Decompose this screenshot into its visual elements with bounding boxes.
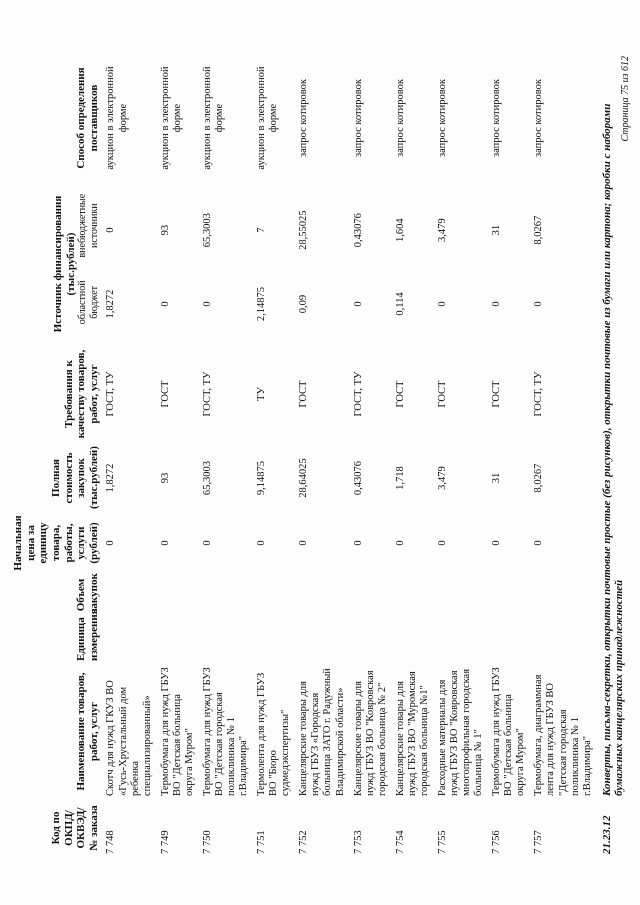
cell-code: 7 752	[298, 830, 310, 854]
cell-total: 8,0267	[533, 463, 545, 493]
cell-requirements: ТУ	[256, 387, 268, 401]
cell-funding-extra: 0,43076	[352, 213, 364, 248]
header-volume: Объем закупок	[75, 573, 100, 613]
cell-method: запрос котировок	[352, 79, 364, 157]
cell-name: Канцелярские товары для нужд ГБУЗ ВО "Ковровская городская больница № 2"	[352, 670, 388, 796]
cell-funding	[295, 184, 349, 344]
cell-funding-regional: 0	[533, 301, 545, 307]
cell-requirements: ГОСТ	[394, 380, 406, 408]
cell-method: запрос котировок	[298, 79, 310, 157]
page-footer: Страница 75 из 612	[620, 56, 631, 142]
cell-price: 0	[201, 540, 213, 546]
cell-funding	[199, 184, 253, 344]
cell-name: Расходные материалы для нужд ГБУЗ ВО "Ковровская многопрофильная городская больница № 1"	[436, 668, 485, 796]
cell-name: Термолента для нужд ГБУЗ ВО "Бюро судмедэкспертизы"	[256, 672, 292, 796]
cell-price: 0	[436, 540, 448, 546]
cell-unit	[434, 616, 488, 664]
table-row	[199, 52, 253, 857]
cell-volume	[392, 574, 434, 616]
header-funding	[10, 184, 102, 344]
cell-funding	[530, 184, 596, 344]
table-row	[157, 52, 199, 857]
cell-code: 7 750	[201, 830, 213, 854]
cell-price: 0	[394, 540, 406, 546]
cell-volume	[434, 574, 488, 616]
cell-funding-regional: 0	[436, 301, 448, 307]
cell-name: Скотч для нужд ГКУЗ ВО «Гусь-Хрустальный дом ребенка специализированный»	[105, 680, 153, 796]
cell-price: 0	[105, 540, 117, 546]
cell-total: 28,64025	[298, 458, 310, 498]
cell-code: 7 751	[256, 830, 268, 854]
group-code: 21.23.12	[600, 815, 613, 854]
header-requirements: Требования к качеству товаров, работ, услуг	[62, 349, 100, 439]
cell-method: аукцион в электронной форме	[105, 66, 129, 170]
cell-funding-regional: 0,114	[394, 292, 406, 316]
cell-code: 7 748	[105, 830, 117, 854]
table-body	[102, 52, 629, 857]
table-row	[295, 52, 349, 857]
cell-funding-regional: 0	[201, 301, 213, 307]
cell-requirements: ГОСТ	[159, 380, 171, 408]
header-code: Код по ОКПД/ ОКВЭД/ № заказа	[49, 805, 100, 851]
cell-funding-extra: 1,604	[394, 218, 406, 242]
cell-funding	[350, 184, 392, 344]
cell-unit	[488, 616, 530, 664]
table-row	[102, 52, 156, 857]
header-funding-title: Источник финансирования (тыс.рублей)	[52, 195, 77, 333]
cell-funding	[102, 184, 156, 344]
cell-price: 0	[533, 540, 545, 546]
cell-code: 7 756	[491, 830, 503, 854]
cell-volume	[530, 574, 596, 616]
table-row	[488, 52, 530, 857]
table-row	[392, 52, 434, 857]
cell-name: Канцелярские товары для нужд ГБУЗ ВО "Муромская городская больница №1"	[394, 671, 430, 796]
group-row	[597, 52, 629, 857]
cell-code: 7 749	[159, 830, 171, 854]
cell-total: 65,3003	[201, 460, 213, 496]
cell-funding-extra: 8,0267	[533, 215, 545, 245]
cell-funding-extra: 65,3003	[201, 213, 213, 248]
cell-funding-regional: 0	[159, 301, 171, 307]
cell-funding	[392, 184, 434, 344]
cell-funding-extra: 3,479	[436, 218, 448, 242]
cell-funding-regional: 0	[352, 301, 364, 307]
header-funding-extra: внебюджетные источники	[77, 193, 100, 258]
cell-funding-regional: 1,8272	[105, 289, 117, 319]
cell-volume	[253, 574, 295, 616]
cell-funding-extra: 28,55025	[298, 210, 310, 250]
cell-unit	[530, 616, 596, 664]
cell-total: 1,8272	[105, 463, 117, 493]
cell-unit	[253, 616, 295, 664]
cell-total: 9,14875	[256, 460, 268, 496]
cell-requirements: ГОСТ, ТУ	[352, 371, 364, 417]
cell-code: 7 755	[436, 830, 448, 854]
cell-unit	[157, 616, 199, 664]
cell-funding	[157, 184, 199, 344]
group-title: Конверты, письма-секретки, открытки почтовые простые (без рисунков), открытки почтовые из бумаги или картона; коробки с наборами бумажных канцелярских принадлежностей	[600, 103, 626, 796]
cell-unit	[295, 616, 349, 664]
cell-funding-extra: 0	[105, 227, 117, 233]
cell-method: запрос котировок	[491, 79, 503, 157]
cell-unit	[102, 616, 156, 664]
cell-total: 93	[159, 472, 171, 484]
cell-price: 0	[298, 540, 310, 546]
cell-funding-regional: 2,14875	[256, 286, 268, 322]
cell-price: 0	[352, 540, 364, 546]
cell-funding	[253, 184, 295, 344]
cell-name: Термобумага для нужд ГБУЗ ВО "Детская городская поликлиника № 1 г.Владимира"	[201, 667, 250, 796]
header-price: Начальная цена за единицу товара, работы, услуги (рублей)	[12, 515, 100, 571]
cell-name: Термобумага для нужд ГБУЗ ВО "Детская больница округа Муром"	[491, 667, 527, 796]
header-funding-regional: областной бюджет	[77, 280, 100, 325]
cell-funding	[488, 184, 530, 344]
procurement-table	[10, 52, 629, 857]
cell-volume	[295, 574, 349, 616]
cell-method: аукцион в электронной форме	[159, 66, 183, 170]
cell-requirements: ГОСТ	[491, 380, 503, 408]
cell-total: 1,718	[394, 466, 406, 490]
cell-funding-extra: 31	[491, 224, 503, 236]
cell-code: 7 753	[352, 830, 364, 854]
cell-total: 31	[491, 472, 503, 484]
cell-name: Термобумага для нужд ГБУЗ ВО "Детская больница округа Муром"	[159, 667, 195, 796]
cell-requirements: ГОСТ	[436, 380, 448, 408]
cell-name: Термобумага, диаграммная лента для нужд ГБУЗ ВО "Детская городская поликлиника № 1 г.Владимира"	[533, 674, 593, 796]
cell-requirements: ГОСТ	[298, 380, 310, 408]
header-method: Способ определения поставщиков	[75, 67, 100, 169]
table-row	[434, 52, 488, 857]
cell-price: 0	[159, 540, 171, 546]
table-row	[350, 52, 392, 857]
cell-method: запрос котировок	[394, 79, 406, 157]
header-total: Полная стоимость закупок (тыс.рублей)	[49, 446, 100, 509]
cell-price: 0	[491, 540, 503, 546]
table-row	[253, 52, 295, 857]
cell-price: 0	[256, 540, 268, 546]
cell-funding	[434, 184, 488, 344]
header-unit: Единица измерения	[75, 608, 100, 661]
cell-method: аукцион в электронной форме	[256, 66, 280, 170]
cell-unit	[350, 616, 392, 664]
cell-volume	[157, 574, 199, 616]
cell-total: 3,479	[436, 466, 448, 490]
cell-code: 7 754	[394, 830, 406, 854]
cell-volume	[488, 574, 530, 616]
cell-funding-regional: 0	[491, 301, 503, 307]
table-row	[530, 52, 596, 857]
cell-unit	[392, 616, 434, 664]
header-name: Наименование товаров, работ, услуг	[75, 672, 100, 791]
cell-total: 0,43076	[352, 460, 364, 496]
cell-volume	[199, 574, 253, 616]
cell-unit	[199, 616, 253, 664]
cell-volume	[102, 574, 156, 616]
cell-method: запрос котировок	[533, 79, 545, 157]
cell-name: Канцелярские товары для нужд ГБУЗ «Городская больница ЗАТО г. Радужный Владимирской области»	[298, 668, 346, 796]
cell-volume	[350, 574, 392, 616]
cell-method: аукцион в электронной форме	[201, 66, 225, 170]
cell-requirements: ГОСТ, ТУ	[105, 371, 117, 417]
cell-requirements: ГОСТ, ТУ	[533, 371, 545, 417]
cell-funding-extra: 7	[256, 227, 268, 233]
cell-funding-extra: 93	[159, 224, 171, 236]
header-row	[10, 52, 102, 857]
cell-requirements: ГОСТ, ТУ	[201, 371, 213, 417]
cell-funding-regional: 0,09	[298, 294, 310, 314]
cell-method: запрос котировок	[436, 79, 448, 157]
cell-code: 7 757	[533, 830, 545, 854]
